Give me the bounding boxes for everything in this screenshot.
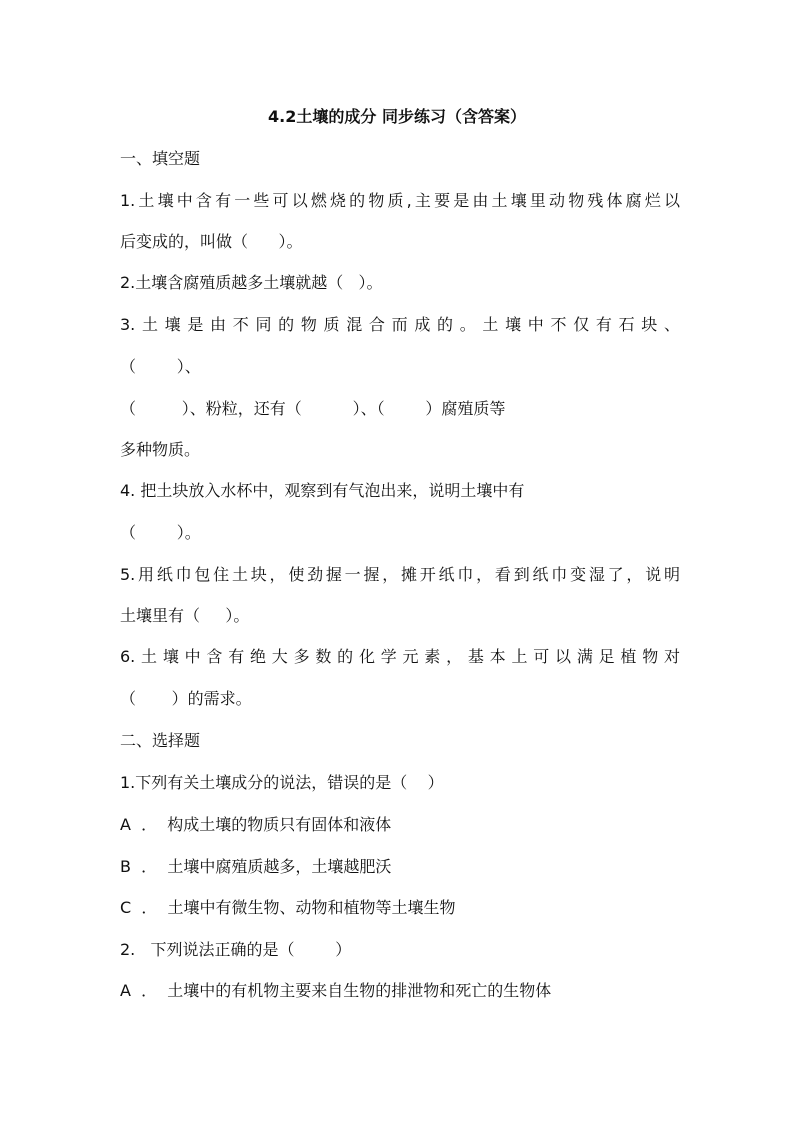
section-heading-multiple-choice: 二、选择题 — [120, 731, 201, 750]
question-3-line-4: 多种物质。 — [120, 440, 201, 459]
choice-question-1-option-b: B ． 土壤中腐殖质越多，土壤越肥沃 — [120, 857, 392, 876]
choice-question-2-option-a: A ． 土壤中的有机物主要来自生物的排泄物和死亡的生物体 — [120, 981, 552, 1000]
choice-question-2: 2. 下列说法正确的是（ ） — [120, 940, 352, 959]
question-1-line-2: 后变成的，叫做（ ）。 — [120, 232, 303, 251]
choice-question-1-option-c: C ． 土壤中有微生物、动物和植物等土壤生物 — [120, 898, 456, 917]
question-6-line-1: 6.土壤中含有绝大多数的化学元素，基本上可以满足植物对 — [120, 647, 680, 666]
question-5-line-2: 土壤里有（ ）。 — [120, 606, 250, 625]
question-3-line-3: （ ）、粉粒，还有（ ）、（ ）腐殖质等 — [120, 399, 506, 418]
question-6-line-2: （ ）的需求。 — [120, 689, 252, 708]
question-3-line-2: （ ）、 — [120, 357, 201, 376]
document-title: 4.2土壤的成分 同步练习（含答案） — [268, 107, 526, 126]
choice-question-1: 1.下列有关土壤成分的说法，错误的是（ ） — [120, 773, 444, 792]
section-heading-fill-blank: 一、填空题 — [120, 149, 201, 168]
question-4-line-1: 4. 把土块放入水杯中，观察到有气泡出来，说明土壤中有 — [120, 481, 525, 500]
question-2: 2.土壤含腐殖质越多土壤就越（ ）。 — [120, 273, 383, 292]
question-4-line-2: （ ）。 — [120, 523, 201, 542]
question-3-line-1: 3.土壤是由不同的物质混合而成的。土壤中不仅有石块、 — [120, 315, 680, 334]
question-1-line-1: 1.土壤中含有一些可以燃烧的物质,主要是由土壤里动物残体腐烂以 — [120, 191, 680, 210]
choice-question-1-option-a: A ． 构成土壤的物质只有固体和液体 — [120, 815, 392, 834]
question-5-line-1: 5.用纸巾包住土块，使劲握一握，摊开纸巾，看到纸巾变湿了，说明 — [120, 565, 680, 584]
